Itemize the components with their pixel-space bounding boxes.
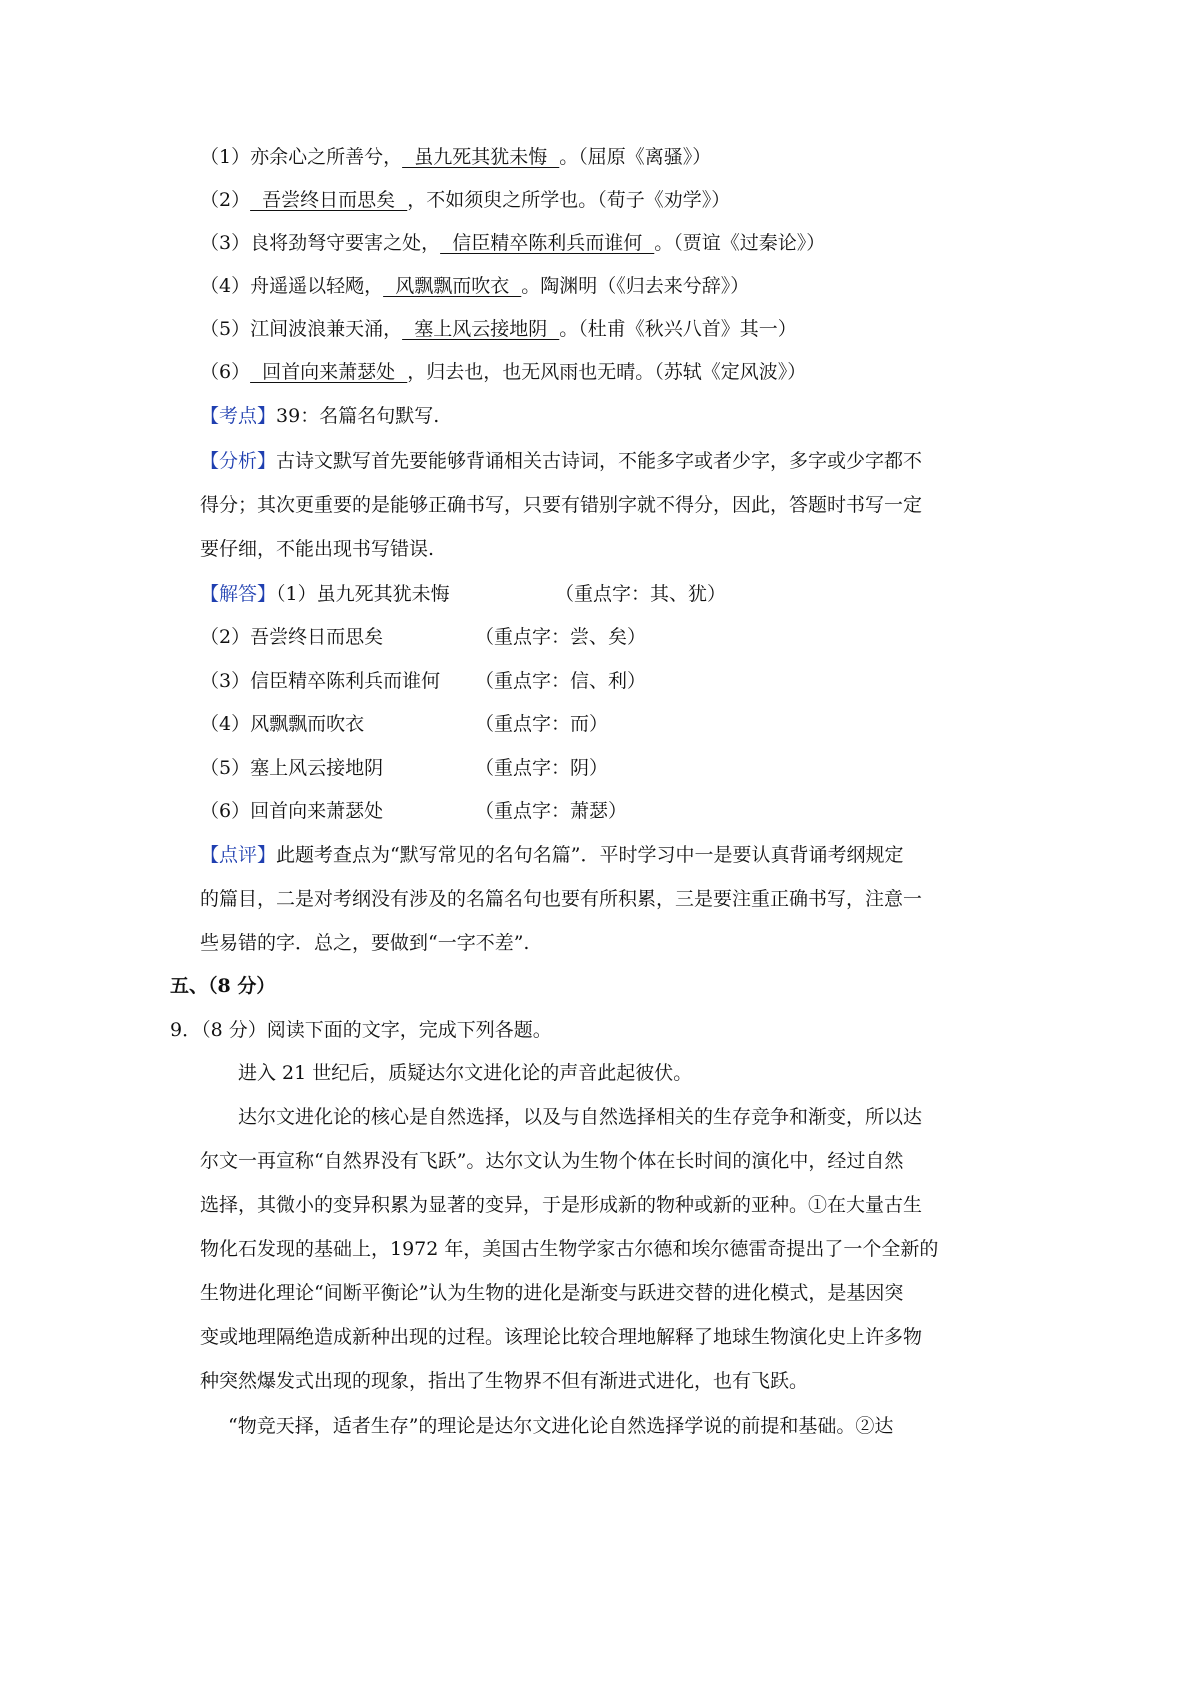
jieda-line-6: [200, 797, 383, 825]
q9-para2-line-3: 选择，其微小的变异积累为显著的变异，于是形成新的物种或新的亚种。①在大量古生: [200, 1194, 923, 1216]
jieda-line-4: [200, 710, 364, 738]
jieda-answer: 塞上风云接地阴: [250, 757, 384, 779]
item-prefix: 亦余心之所善兮，: [250, 146, 403, 168]
jieda-answer: 回首向来萧瑟处: [250, 800, 384, 822]
dianping-line-2: 的篇目，二是对考纲没有涉及的名篇名句也要有所积累，三是要注重正确书写，注意一: [200, 888, 923, 910]
jieda-key-5: （重点字：阴）: [475, 757, 609, 779]
dianping-tag: 【点评】: [200, 844, 277, 866]
answer-blank: 信臣精卒陈利兵而谁何: [440, 232, 655, 254]
jieda-num: （3）: [200, 670, 251, 692]
jieda-key-3: （重点字：信、利）: [475, 670, 647, 692]
kaodian-tag: 【考点】: [200, 405, 277, 427]
item-suffix: 。（屈原《离骚》）: [559, 146, 712, 168]
jieda-num: （6）: [200, 800, 251, 822]
item-number: （2）: [200, 189, 251, 211]
jieda-num: （1）: [276, 583, 317, 605]
answer-blank: 风飘飘而吹衣: [383, 275, 522, 297]
dictation-item-2: [200, 186, 730, 214]
dictation-item-6: [200, 358, 806, 386]
jieda-num: （4）: [200, 713, 251, 735]
dictation-item-1: [200, 143, 711, 171]
kaodian-text: 39：名篇名句默写.: [276, 405, 440, 427]
item-prefix: 舟遥遥以轻飏，: [250, 275, 384, 297]
jieda-answer: 信臣精卒陈利兵而谁何: [250, 670, 441, 692]
q9-para2-line-6: 变或地理隔绝造成新种出现的过程。该理论比较合理地解释了地球生物演化史上许多物: [200, 1326, 923, 1348]
fenxi-text: 古诗文默写首先要能够背诵相关古诗词，不能多字或者少字，多字或少字都不: [276, 450, 923, 472]
jieda-num: （5）: [200, 757, 251, 779]
item-suffix: 。（杜甫《秋兴八首》其一）: [559, 318, 797, 340]
q9-para2-line-1: 达尔文进化论的核心是自然选择，以及与自然选择相关的生存竞争和渐变，所以达: [238, 1106, 923, 1128]
section-heading: 五、（8 分）: [170, 975, 276, 997]
item-number: （3）: [200, 232, 251, 254]
dianping-line-1: [200, 841, 903, 869]
kaodian-line: [200, 402, 439, 430]
jieda-line-1: [200, 580, 450, 608]
jieda-answer: 风飘飘而吹衣: [250, 713, 365, 735]
jieda-key-2: （重点字：尝、矣）: [475, 626, 647, 648]
q9-para2-line-2: 尔文一再宣称“自然界没有飞跃”。达尔文认为生物个体在长时间的演化中，经过自然: [200, 1150, 904, 1172]
fenxi-tag: 【分析】: [200, 450, 277, 472]
dictation-item-4: [200, 272, 749, 300]
dictation-item-5: [200, 315, 797, 343]
answer-blank: 回首向来萧瑟处: [250, 361, 408, 383]
item-suffix: 。（贾谊《过秦论》）: [654, 232, 826, 254]
jieda-line-2: [200, 623, 383, 651]
jieda-line-5: [200, 754, 383, 782]
jieda-answer: 吾尝终日而思矣: [250, 626, 384, 648]
item-number: （1）: [200, 146, 251, 168]
q9-para2-line-7: 种突然爆发式出现的现象，指出了生物界不但有渐进式进化，也有飞跃。: [200, 1370, 809, 1392]
fenxi-line-2: 得分；其次更重要的是能够正确书写，只要有错别字就不得分，因此，答题时书写一定: [200, 494, 923, 516]
question-9-head: 9．（8 分）阅读下面的文字，完成下列各题。: [170, 1019, 552, 1041]
item-prefix: 良将劲弩守要害之处，: [250, 232, 441, 254]
jieda-tag: 【解答】: [200, 583, 277, 605]
q9-para2-line-4: 物化石发现的基础上，1972 年，美国古生物学家古尔德和埃尔德雷奇提出了一个全新的: [200, 1238, 939, 1260]
q9-paragraph-3: “物竞天择，适者生存”的理论是达尔文进化论自然选择学说的前提和基础。②达: [228, 1415, 894, 1437]
answer-blank: 吾尝终日而思矣: [250, 189, 408, 211]
jieda-num: （2）: [200, 626, 251, 648]
dianping-text: 此题考查点为“默写常见的名句名篇”．平时学习中一是要认真背诵考纲规定: [276, 844, 904, 866]
item-number: （4）: [200, 275, 251, 297]
jieda-key-6: （重点字：萧瑟）: [475, 800, 628, 822]
answer-blank: 虽九死其犹未悔: [402, 146, 560, 168]
fenxi-line-3: 要仔细，不能出现书写错误.: [200, 538, 435, 560]
jieda-answer: 虽九死其犹未悔: [316, 583, 450, 605]
item-prefix: 江间波浪兼天涌，: [250, 318, 403, 340]
fenxi-line-1: [200, 447, 922, 475]
dianping-line-3: 些易错的字．总之，要做到“一字不差”.: [200, 932, 530, 954]
q9-paragraph-1: 进入 21 世纪后，质疑达尔文进化论的声音此起彼伏。: [238, 1062, 693, 1084]
item-suffix: ，归去也，也无风雨也无晴。（苏轼《定风波》）: [407, 361, 807, 383]
answer-blank: 塞上风云接地阴: [402, 318, 560, 340]
item-number: （5）: [200, 318, 251, 340]
item-suffix: 。陶渊明（《归去来兮辞》）: [521, 275, 750, 297]
jieda-line-3: [200, 667, 440, 695]
dictation-item-3: [200, 229, 825, 257]
item-number: （6）: [200, 361, 251, 383]
q9-para2-line-5: 生物进化理论“间断平衡论”认为生物的进化是渐变与跃进交替的进化模式，是基因突: [200, 1282, 904, 1304]
item-suffix: ，不如须臾之所学也。（荀子《劝学》）: [407, 189, 731, 211]
jieda-key-4: （重点字：而）: [475, 713, 609, 735]
jieda-key-1: （重点字：其、犹）: [555, 583, 727, 605]
